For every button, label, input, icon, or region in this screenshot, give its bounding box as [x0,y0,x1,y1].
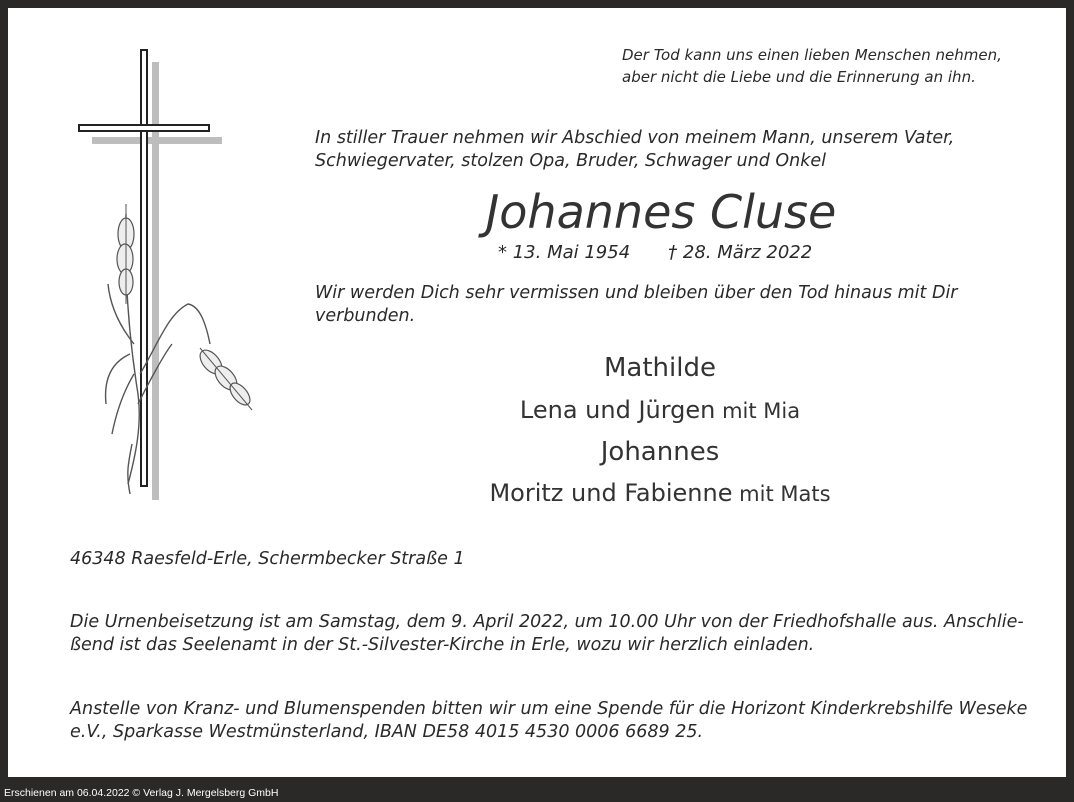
burial-line-1: Die Urnenbeisetzung ist am Samstag, dem 9. April 2022, um 10.00 Uhr von der Friedhofshalle aus. Anschlie- [70,612,1024,632]
quote [622,44,1042,88]
death-date: † 28. März 2022 [668,242,813,263]
intro-line-1: In stiller Trauer nehmen wir Abschied von meinem Mann, unserem Vater, [315,128,955,148]
farewell-text [315,282,1015,328]
farewell-line-2: verbunden. [315,306,416,326]
donation-line-1: Anstelle von Kranz- und Blumenspenden bitten wir um eine Spende für die Horizont Kinderkrebshilfe Weseke [70,699,1028,719]
family-member-2-names: Lena und Jürgen [519,396,716,424]
deceased-name: Johannes Cluse [485,185,837,239]
donation-line-2: e.V., Sparkasse Westmünsterland, IBAN DE58 4015 4530 0006 6689 25. [70,722,704,742]
family-member-2 [460,394,860,427]
burial-line-2: ßend ist das Seelenamt in der St.-Silvester-Kirche in Erle, wozu wir herzlich einladen. [70,635,815,655]
family-member-2-with: mit Mia [715,399,801,423]
obituary-card [8,8,1066,777]
life-dates [498,241,812,265]
intro-text [315,127,1035,173]
address: 46348 Raesfeld-Erle, Schermbecker Straße 1 [70,549,465,569]
family-member-1: Mathilde [604,353,716,383]
burial-info [70,611,1060,657]
cross-with-wheat-icon [68,44,268,514]
quote-line-2: aber nicht die Liebe und die Erinnerung an ihn. [622,68,976,86]
quote-line-1: Der Tod kann uns einen lieben Menschen nehmen, [622,46,1002,64]
publication-footer: Erschienen am 06.04.2022 © Verlag J. Mergelsberg GmbH [4,787,279,799]
family-member-4-names: Moritz und Fabienne [489,479,733,507]
intro-line-2: Schwiegervater, stolzen Opa, Bruder, Schwager und Onkel [315,151,826,171]
family-member-4 [460,477,860,510]
donation-info [70,698,1060,744]
farewell-line-1: Wir werden Dich sehr vermissen und bleiben über den Tod hinaus mit Dir [315,283,958,303]
birth-date: * 13. Mai 1954 [498,242,631,263]
family-member-4-with: mit Mats [732,482,831,506]
family-member-3: Johannes [600,437,720,467]
